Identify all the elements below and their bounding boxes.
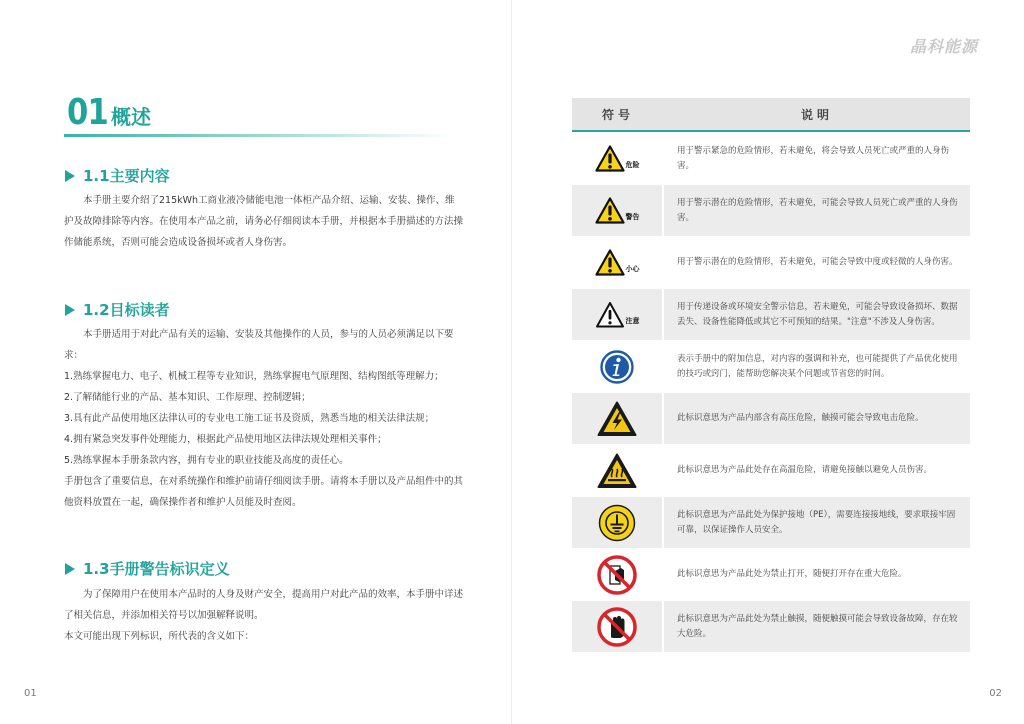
info-icon: [600, 350, 634, 384]
triangle-bullet-icon: [65, 563, 75, 575]
list-item: 4.拥有紧急突发事件处理能力，根据此产品使用地区法律法规处理相关事件；: [64, 434, 387, 445]
symbol-cell: [572, 445, 664, 496]
symbol-cell: [572, 237, 664, 288]
caution-icon: [595, 249, 625, 276]
symbol-cell: [572, 289, 664, 340]
section-heading-1-2: [65, 299, 170, 320]
table-row: [572, 548, 970, 600]
symbol-cell: [572, 549, 664, 600]
description-cell: 此标识意思为产品内部含有高压危险，触摸可能会导致电击危险。: [664, 393, 970, 444]
table-row: [572, 184, 970, 236]
symbol-cell: [572, 185, 664, 236]
table-row: [572, 600, 970, 652]
paragraph: 本文可能出现下列标识，所代表的含义如下：: [64, 631, 255, 642]
table-row: [572, 392, 970, 444]
paragraph: 为了保障用户在使用本产品时的人身及财产安全，提高用户对此产品的效率，本手册中详述了相关信息，并添加相关符号以加强解释说明。: [64, 589, 464, 621]
table-header-symbol: 符号: [601, 107, 634, 122]
list-item: 1.熟练掌握电力、电子、机械工程等专业知识，熟练掌握电气原理图、结构图纸等理解力；: [64, 371, 444, 382]
page-number-left: 01: [24, 688, 37, 699]
description-cell: 此标识意思为产品此处为保护接地（PE），需要连接接地线，要求联接牢固可靠，以保证操作人员安全。: [664, 497, 970, 548]
list-item: 2.了解储能行业的产品、基本知识、工作原理、控制逻辑；: [64, 392, 311, 403]
chapter-title: 概述: [111, 105, 151, 129]
description-cell: 用于传递设备或环境安全警示信息，若未避免，可能会导致设备损坏、数据丢失、设备性能降低或其它不可预知的结果。"注意"不涉及人身伤害。: [664, 289, 970, 340]
table-row: [572, 236, 970, 288]
symbol-cell: [572, 497, 664, 548]
list-item: 3.具有此产品使用地区法律认可的专业电工施工证书及资质，熟悉当地的相关法律法规；: [64, 413, 435, 424]
description-cell: 此标识意思为产品此处为禁止打开，随便打开存在重大危险。: [664, 549, 970, 600]
section-title: 1.1主要内容: [83, 167, 170, 185]
brand-logo: 晶科能源: [909, 37, 978, 56]
page-number-right: 02: [989, 688, 1002, 699]
symbol-label: 注意: [625, 317, 640, 325]
section-body-1-2: [64, 324, 464, 513]
no-open-icon: [597, 555, 637, 595]
paragraph: 手册包含了重要信息，在对系统操作和维护前请仔细阅读手册。请将本手册以及产品组件中的其他资料放置在一起，确保操作者和维护人员能及时查阅。: [64, 476, 464, 508]
triangle-bullet-icon: [65, 170, 75, 182]
table-row: [572, 288, 970, 340]
table-row: [572, 444, 970, 496]
table-row: [572, 496, 970, 548]
table-row: [572, 132, 970, 184]
list-item: 5.熟练掌握本手册条款内容，拥有专业的职业技能及高度的责任心。: [64, 455, 349, 466]
description-cell: 表示手册中的附加信息，对内容的强调和补充，也可能提供了产品优化使用的技巧或窍门，能帮助您解决某个问题或节省您的时间。: [664, 341, 970, 392]
high-voltage-icon: [597, 401, 637, 437]
symbol-cell: [572, 133, 664, 184]
section-body-1-1: [64, 190, 464, 253]
triangle-bullet-icon: [65, 304, 75, 316]
warning-icon: [595, 197, 625, 224]
paragraph: 本手册主要介绍了215kWh工商业液冷储能电池一体柜产品介绍、运输、安装、操作、维护及故障排除等内容。在使用本产品之前，请务必仔细阅读本手册，并根据本手册描述的方法操作储能系统，否则可能会造成设备损坏或者人身伤害。: [64, 195, 464, 248]
symbol-label: 危险: [625, 161, 640, 169]
description-cell: 用于警示潜在的危险情形，若未避免，可能会导致中度或轻微的人身伤害。: [664, 237, 970, 288]
protective-earth-icon: [598, 504, 636, 542]
warning-symbol-table: [572, 98, 970, 652]
section-body-1-3: [64, 584, 464, 647]
symbol-cell: [572, 393, 664, 444]
chapter-divider: [64, 134, 452, 137]
chapter-number: 01: [67, 92, 108, 133]
table-header-description: 说明: [800, 107, 833, 122]
description-cell: 用于警示紧急的危险情形，若未避免，将会导致人员死亡或严重的人身伤害。: [664, 133, 970, 184]
hot-surface-icon: [597, 453, 637, 489]
section-heading-1-1: [65, 165, 170, 186]
symbol-label: 警告: [625, 213, 640, 221]
description-cell: 用于警示潜在的危险情形，若未避免，可能会导致人员死亡或严重的人身伤害。: [664, 185, 970, 236]
description-cell: 此标识意思为产品此处为禁止触摸，随便触摸可能会导致设备故障，存在较大危险。: [664, 601, 970, 652]
symbol-label: 小心: [625, 265, 640, 273]
section-title: 1.2目标读者: [83, 301, 170, 319]
notice-icon: [595, 301, 625, 328]
symbol-cell: [572, 601, 664, 652]
danger-warning-icon: [595, 145, 625, 172]
paragraph: 本手册适用于对此产品有关的运输、安装及其他操作的人员，参与的人员必须满足以下要求：: [64, 329, 454, 361]
description-cell: 此标识意思为产品此处存在高温危险，请避免接触以避免人员伤害。: [664, 445, 970, 496]
table-row: [572, 340, 970, 392]
table-header-row: [572, 98, 970, 132]
no-touch-icon: [597, 607, 637, 647]
section-title: 1.3手册警告标识定义: [83, 560, 230, 578]
symbol-cell: [572, 341, 664, 392]
chapter-header: [67, 92, 151, 133]
section-heading-1-3: [65, 558, 230, 579]
